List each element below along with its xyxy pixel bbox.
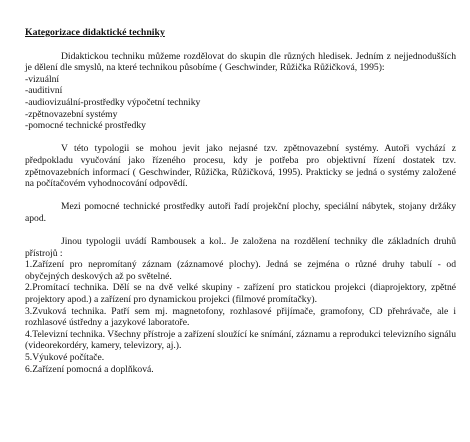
list-item: 4.Televizní technika. Všechny přístroje a zařízení sloužící ke snímání, záznamu a reprodukci televizního signálu (videorekordéry, kamery, televizory, aj.). bbox=[25, 328, 456, 352]
list-item: -vizuální bbox=[25, 73, 60, 85]
paragraph-senses: Didaktickou techniku můžeme rozdělovat do skupin dle různých hledisek. Jedním z nejjednodušších je dělení dle smyslů, na které technikou působíme ( Geschwinder, Růžička Růžičková, 1995): bbox=[25, 50, 456, 74]
list-item: 5.Výukové počítače. bbox=[25, 352, 105, 364]
paragraph-feedback-systems: V této typologii se mohou jevit jako nejasné tzv. zpětnovazební systémy. Autoři vychází z předpokladu vyučování jako řízeného procesu, kdy je potřeba pro objektivní řízení dostatek tzv. zpětnovazebních informací ( Geschwinder, Růžička, Růžičková, 1995). Prakticky se jedná o systémy založené na počítačovém vyhodnocování odpovědí. bbox=[25, 143, 456, 190]
list-item: -pomocné technické prostředky bbox=[25, 120, 146, 132]
list-item: 3.Zvuková technika. Patří sem mj. magnetofony, rozhlasové přijímače, gramofony, CD přehrávače, ale i rozhlasové ústředny a jazykové laboratoře. bbox=[25, 305, 456, 329]
list-item: -auditivní bbox=[25, 85, 63, 97]
list-item: -audiovizuální-prostředky výpočetní techniky bbox=[25, 96, 201, 108]
senses-list bbox=[25, 74, 456, 132]
list-item: 6.Zařízení pomocná a doplňková. bbox=[25, 363, 154, 375]
list-item: -zpětnovazební systémy bbox=[25, 108, 118, 120]
list-item: 2.Promítací technika. Dělí se na dvě velké skupiny - zařízení pro statickou projekci (diaprojektory, zpětné projektory apod.) a zařízení pro dynamickou projekci (filmové promítačky). bbox=[25, 282, 456, 306]
document-title: Kategorizace didaktické techniky bbox=[25, 27, 165, 38]
paragraph-rambousek-typology: Jinou typologii uvádí Rambousek a kol.. Je založena na rozdělení techniky dle základních druhů přístrojů : bbox=[25, 236, 456, 259]
device-types-list bbox=[25, 259, 456, 375]
paragraph-auxiliary-means: Mezi pomocné technické prostředky autoři řadí projekční plochy, speciální nábytek, stojany držáky apod. bbox=[25, 201, 456, 224]
list-item: 1.Zařízení pro nepromítaný záznam (záznamové plochy). Jedná se zejména o různé druhy tabulí - od obyčejných deskových až po světelné. bbox=[25, 259, 456, 282]
